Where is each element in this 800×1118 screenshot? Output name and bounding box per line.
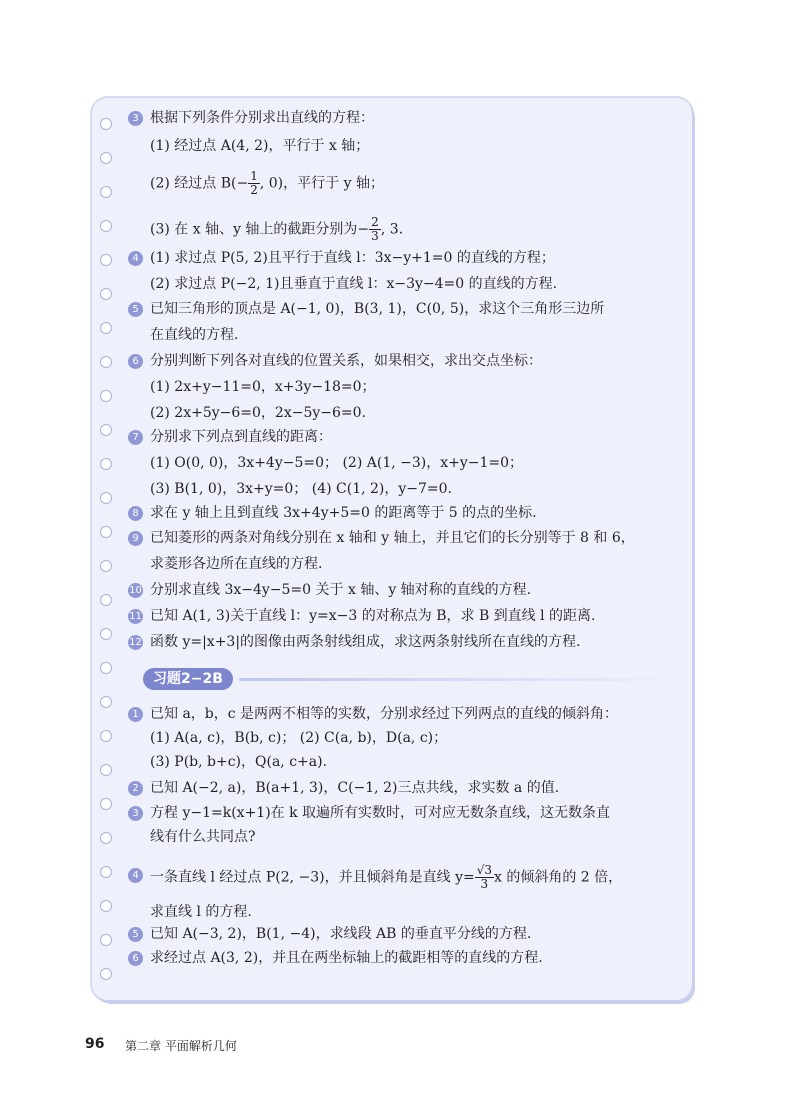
page-number: 96 bbox=[85, 1036, 105, 1052]
hole-icon bbox=[100, 254, 112, 266]
hole-icon bbox=[100, 798, 112, 810]
section-title: 习题2−2B bbox=[143, 668, 233, 690]
exercise-number: 5 bbox=[128, 927, 143, 942]
fraction: $\frac{2}{3}$ bbox=[371, 215, 379, 243]
exercise-text: 求在 y 轴上且到直线 3x+4y+5=0 的距离等于 5 的点的坐标. bbox=[150, 505, 537, 521]
exercise-text: 线有什么共同点? bbox=[150, 829, 256, 845]
exercise-number: 6 bbox=[128, 354, 143, 369]
hole-icon bbox=[100, 356, 112, 368]
exercise-text: 在直线的方程. bbox=[150, 327, 239, 343]
hole-icon bbox=[100, 900, 112, 912]
exercise-number: 3 bbox=[128, 111, 143, 126]
hole-icon bbox=[100, 424, 112, 436]
hole-icon bbox=[100, 662, 112, 674]
exercise-text: 一条直线 l 经过点 P(2, −3)，并且倾斜角是直线 y= $\frac{√3}{3}$ x 的倾斜角的 2 倍， bbox=[150, 863, 623, 891]
exercise-text: 求菱形各边所在直线的方程. bbox=[150, 556, 323, 572]
exercise-number: 5 bbox=[128, 302, 143, 317]
exercise-text: (2) 2x+5y−6=0，2x−5y−6=0. bbox=[150, 405, 366, 421]
exercise-number: 4 bbox=[128, 868, 143, 883]
exercise-text: 已知 a，b，c 是两两不相等的实数，分别求经过下列两点的直线的倾斜角： bbox=[150, 706, 619, 722]
hole-icon bbox=[100, 628, 112, 640]
section-divider bbox=[239, 678, 684, 681]
exercise-number: 6 bbox=[128, 951, 143, 966]
exercise-text: (1) 经过点 A(4, 2)，平行于 x 轴； bbox=[150, 138, 370, 154]
exercise-text: 分别求下列点到直线的距离： bbox=[150, 429, 332, 445]
section-header bbox=[143, 668, 683, 692]
exercise-text: 已知 A(−2, a)，B(a+1, 3)，C(−1, 2)三点共线，求实数 a 的值. bbox=[150, 780, 560, 796]
hole-icon bbox=[100, 288, 112, 300]
exercise-number: 1 bbox=[128, 707, 143, 722]
exercise-text: (3) B(1, 0)，3x+y=0； (4) C(1, 2)，y−7=0. bbox=[150, 481, 453, 497]
hole-icon bbox=[100, 764, 112, 776]
exercise-text: (2) 经过点 B(− $\frac{1}{2}$ , 0)，平行于 y 轴； bbox=[150, 169, 384, 197]
fraction: $\frac{√3}{3}$ bbox=[476, 863, 492, 891]
exercise-number: 7 bbox=[128, 430, 143, 445]
hole-icon bbox=[100, 186, 112, 198]
hole-icon bbox=[100, 152, 112, 164]
exercise-number: 9 bbox=[128, 531, 143, 546]
exercise-text: (1) 求过点 P(5, 2)且平行于直线 l：3x−y+1=0 的直线的方程； bbox=[150, 250, 555, 266]
hole-icon bbox=[100, 730, 112, 742]
hole-icon bbox=[100, 322, 112, 334]
hole-icon bbox=[100, 866, 112, 878]
exercise-text: 已知 A(1, 3)关于直线 l：y=x−3 的对称点为 B，求 B 到直线 l 的距离. bbox=[150, 608, 596, 624]
page-footer bbox=[85, 1036, 237, 1053]
hole-icon bbox=[100, 934, 112, 946]
hole-icon bbox=[100, 458, 112, 470]
chapter-title: 第二章 平面解析几何 bbox=[125, 1039, 237, 1053]
exercise-text: 根据下列条件分别求出直线的方程： bbox=[150, 110, 374, 126]
exercise-text: 求经过点 A(3, 2)，并且在两坐标轴上的截距相等的直线的方程. bbox=[150, 950, 543, 966]
exercise-text: 分别求直线 3x−4y−5=0 关于 x 轴、y 轴对称的直线的方程. bbox=[150, 582, 532, 598]
exercise-number: 12 bbox=[129, 637, 142, 648]
hole-icon bbox=[100, 526, 112, 538]
hole-icon bbox=[100, 696, 112, 708]
exercise-text: (2) 求过点 P(−2, 1)且垂直于直线 l：x−3y−4=0 的直线的方程. bbox=[150, 276, 558, 292]
exercise-text: 求直线 l 的方程. bbox=[150, 904, 252, 920]
exercise-text: (1) O(0, 0)，3x+4y−5=0； (2) A(1, −3)，x+y−1=0； bbox=[150, 455, 524, 471]
exercise-number: 2 bbox=[128, 781, 143, 796]
hole-icon bbox=[100, 832, 112, 844]
hole-icon bbox=[100, 220, 112, 232]
exercise-text: (3) 在 x 轴、y 轴上的截距分别为− $\frac{2}{3}$ , 3. bbox=[150, 215, 404, 243]
hole-icon bbox=[100, 594, 112, 606]
hole-icon bbox=[100, 560, 112, 572]
exercise-text: 已知三角形的顶点是 A(−1, 0)，B(3, 1)，C(0, 5)，求这个三角形三边所 bbox=[150, 301, 605, 317]
exercise-text: 已知 A(−3, 2)，B(1, −4)，求线段 AB 的垂直平分线的方程. bbox=[150, 926, 532, 942]
exercise-text: 分别判断下列各对直线的位置关系，如果相交，求出交点坐标： bbox=[150, 353, 542, 369]
exercise-text: 函数 y=|x+3|的图像由两条射线组成，求这两条射线所在直线的方程. bbox=[150, 634, 581, 650]
fraction: $\frac{1}{2}$ bbox=[250, 169, 258, 197]
exercise-text: (1) A(a, c)，B(b, c)； (2) C(a, b)，D(a, c)； bbox=[150, 730, 448, 746]
exercise-text: 已知菱形的两条对角线分别在 x 轴和 y 轴上，并且它们的长分别等于 8 和 6， bbox=[150, 530, 635, 546]
hole-icon bbox=[100, 118, 112, 130]
hole-icon bbox=[100, 390, 112, 402]
hole-icon bbox=[100, 492, 112, 504]
exercise-number: 3 bbox=[128, 806, 143, 821]
exercise-number: 11 bbox=[129, 611, 142, 622]
exercise-text: (3) P(b, b+c)，Q(a, c+a). bbox=[150, 754, 328, 770]
exercise-number: 8 bbox=[128, 506, 143, 521]
exercise-number: 10 bbox=[129, 585, 142, 596]
exercise-number: 4 bbox=[128, 251, 143, 266]
hole-icon bbox=[100, 968, 112, 980]
exercise-text: (1) 2x+y−11=0，x+3y−18=0； bbox=[150, 379, 376, 395]
exercise-text: 方程 y−1=k(x+1)在 k 取遍所有实数时，可对应无数条直线，这无数条直 bbox=[150, 805, 611, 821]
